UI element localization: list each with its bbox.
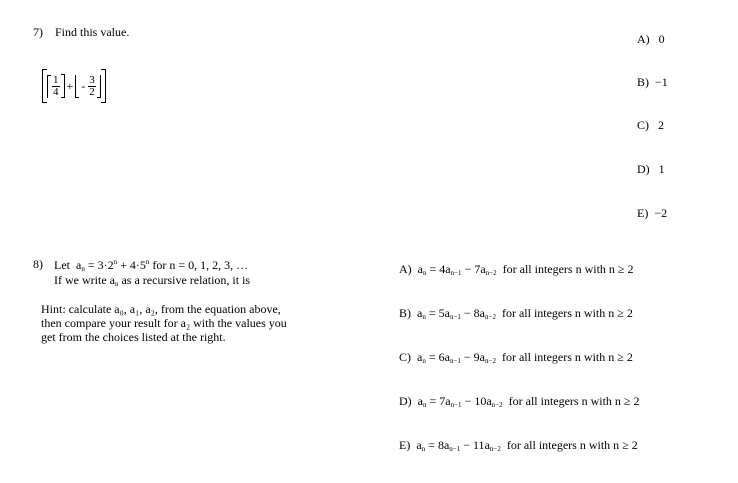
choice-label: C) [637, 118, 649, 132]
choice-label: A) [399, 262, 412, 276]
let-word: Let [54, 258, 70, 272]
q7-choice-a[interactable] [637, 32, 665, 47]
var-a: a [76, 258, 82, 272]
sup-n: n [145, 258, 150, 266]
choice-label: A) [637, 32, 650, 46]
choice-tail: for all integers n with n ≥ 2 [506, 438, 638, 452]
q7-choice-b[interactable] [637, 75, 668, 90]
coef2: 7 [474, 262, 481, 276]
q8-line1 [54, 258, 248, 273]
q8-choice-b[interactable]: B) $a_n = 5a_{n-1} - 8a_{n-2}$ for all integers n with n ≥ 2 [399, 306, 633, 321]
sub-n: n [81, 265, 85, 273]
coef2: 9 [473, 350, 480, 364]
choice-tail: for all integers n with n ≥ 2 [501, 306, 633, 320]
choice-value: 1 [658, 162, 665, 176]
q7-frac2-num: 3 [89, 73, 95, 86]
choice-tail: for all integers n with n ≥ 2 [502, 262, 634, 276]
q7-expression [42, 69, 106, 103]
q7-choice-c[interactable] [637, 118, 664, 133]
eq-range: for n = 0, 1, 2, 3, … [149, 258, 249, 272]
q7-frac1-num: 1 [53, 73, 59, 86]
choice-tail: for all integers n with n ≥ 2 [508, 394, 640, 408]
q7-number: 7) [33, 25, 43, 39]
choice-label: B) [637, 75, 649, 89]
coef1: 8 [437, 438, 444, 452]
q8-number: 8) [33, 257, 43, 271]
q7-frac1-den: 4 [53, 85, 59, 98]
q7-frac2-den: 2 [89, 85, 95, 98]
sup-n: n [113, 258, 118, 266]
coef1: 6 [438, 350, 445, 364]
eq-term2: + 4·5 [117, 258, 146, 272]
q8-choice-e[interactable]: E) $a_n = 8a_{n-1} - 11a_{n-2}$ for all integers n with n ≥ 2 [399, 438, 638, 453]
coef1: 4 [439, 262, 446, 276]
line2-text: If we write a [54, 273, 115, 287]
coef2: 8 [473, 306, 480, 320]
eq-term1: = 3·2 [84, 258, 114, 272]
q8-choice-a[interactable]: A) $a_n = 4a_{n-1} - 7a_{n-2}$ for all integers n with n ≥ 2 [399, 262, 634, 277]
coef1: 5 [438, 306, 445, 320]
choice-label: C) [399, 350, 411, 364]
q8-line2 [54, 273, 250, 288]
choice-label: E) [399, 438, 411, 452]
choice-value: −2 [654, 206, 668, 220]
choice-tail: for all integers n with n ≥ 2 [501, 350, 633, 364]
q8-choice-c[interactable]: C) $a_n = 6a_{n-1} - 9a_{n-2}$ for all integers n with n ≥ 2 [399, 350, 633, 365]
choice-label: D) [399, 394, 412, 408]
line2-rest: as a recursive relation, it is [118, 273, 251, 287]
q8-choice-d[interactable]: D) $a_n = 7a_{n-1} - 10a_{n-2}$ for all integers n with n ≥ 2 [399, 394, 640, 409]
q7-choice-d[interactable] [637, 162, 665, 177]
choice-value: 2 [658, 118, 664, 132]
choice-label: E) [637, 206, 649, 220]
choice-label: B) [399, 306, 411, 320]
q8-hint: Hint: calculate a₀, a₁, a₂, from the equation above, then compare your result for a₂ with the values you get from the choices listed at the right. [41, 302, 287, 344]
coef2: 10 [474, 394, 487, 408]
coef2: 11 [473, 438, 485, 452]
choice-label: D) [637, 162, 650, 176]
choice-value: −1 [655, 75, 668, 89]
q7-plus: + [66, 78, 74, 93]
q7-minus: - [81, 78, 86, 93]
q7-prompt: Find this value. [55, 25, 130, 39]
coef1: 7 [439, 394, 446, 408]
sub-n: n [114, 280, 119, 288]
q7-choice-e[interactable] [637, 206, 667, 221]
choice-value: 0 [658, 32, 665, 46]
